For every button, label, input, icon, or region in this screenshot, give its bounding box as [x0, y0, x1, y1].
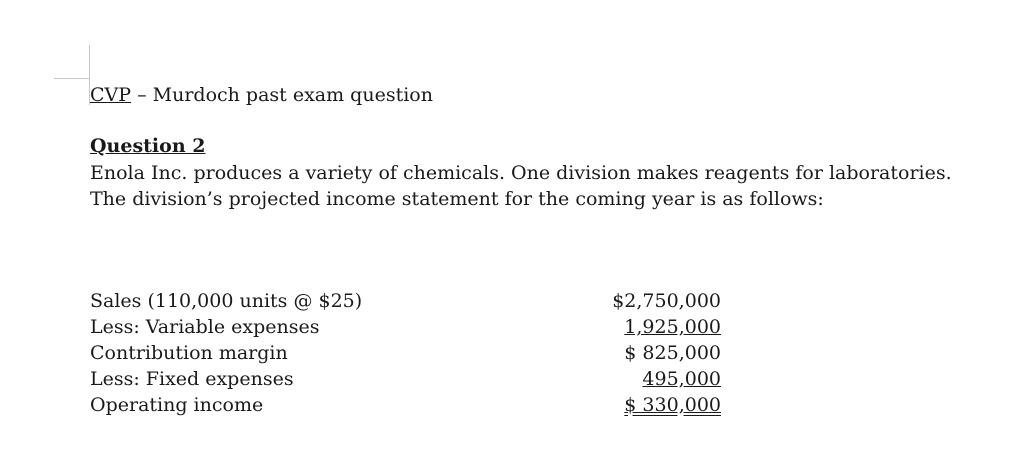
heading-rest: – Murdoch past exam question	[131, 84, 433, 106]
statement-label-sales: Sales (110,000 units @ $25)	[90, 290, 363, 312]
statement-value-sales: $2,750,000	[612, 290, 721, 312]
statement-value-operating-income: $ 330,000	[624, 394, 721, 416]
statement-label-contribution-margin: Contribution margin	[90, 342, 288, 364]
statement-value-contribution-margin: $ 825,000	[624, 342, 721, 364]
question-title: Question 2	[90, 135, 206, 157]
statement-value-row	[600, 314, 721, 340]
heading-prefix: CVP	[90, 84, 132, 106]
income-statement-values	[600, 288, 721, 418]
statement-label-operating-income: Operating income	[90, 394, 264, 416]
statement-label-variable-expenses: Less: Variable expenses	[90, 316, 320, 338]
statement-value-fixed-expenses: 495,000	[642, 368, 721, 390]
statement-value-row	[600, 366, 721, 392]
income-statement-labels	[90, 288, 362, 418]
statement-value-row	[600, 392, 721, 418]
statement-label-fixed-expenses: Less: Fixed expenses	[90, 368, 294, 390]
page-margin-corner-horizontal	[54, 78, 90, 79]
question-paragraph: Enola Inc. produces a variety of chemicals. One division makes reagents for laboratories. The division’s projected income statement for the coming year is as follows:	[90, 162, 952, 210]
statement-value-row	[600, 340, 721, 366]
statement-value-variable-expenses: 1,925,000	[624, 316, 721, 338]
statement-value-row	[600, 288, 721, 314]
document-heading	[90, 84, 433, 106]
